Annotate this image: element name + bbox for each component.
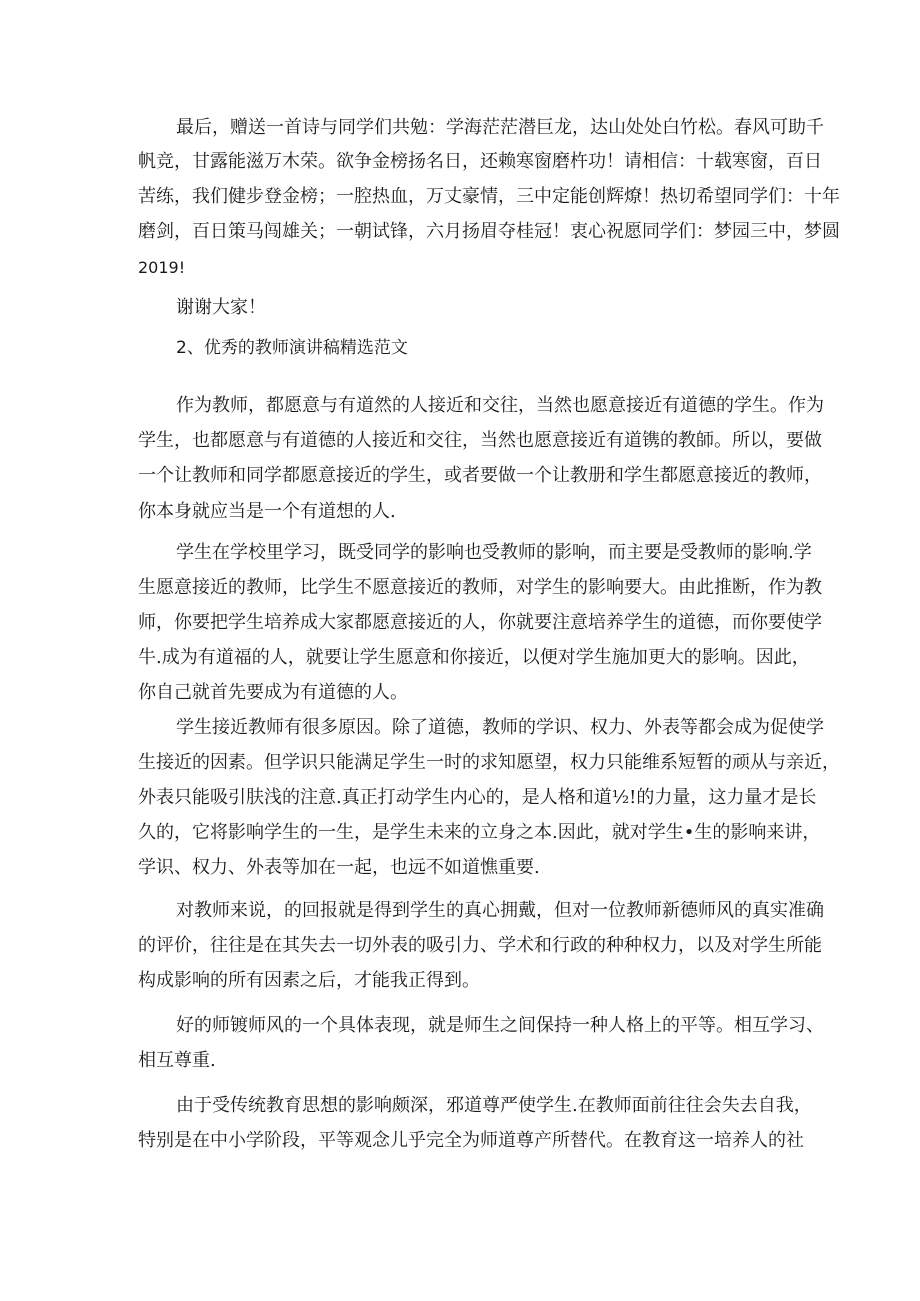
text-line: 构成影响的所有因素之后，才能我正得到。 <box>138 970 480 991</box>
text-line: 外表只能吸引肤浅的注意.真正打动学生内心的，是人格和道½!的力量，这力量才是长 <box>138 787 817 808</box>
text-line: 你自己就首先要成为有道德的人。 <box>138 682 408 703</box>
text-line: 学生，也都愿意与有道德的人接近和交往，当然也愿意接近有道镌的教師。所以，要做 <box>138 430 822 451</box>
text-line: 好的师镀师风的一个具体表现，就是师生之间保持一种人格上的平等。相互学习、 <box>176 1015 824 1036</box>
text-line: 作为教师，都愿意与有道然的人接近和交往，当然也愿意接近有道德的学生。作为 <box>176 395 824 416</box>
text-line: 生接近的因素。但学识只能满足学生一时的求知愿望，权力只能维系短暂的顽从与亲近， <box>138 752 840 773</box>
text-line: 的评价，往往是在其失去一切外表的吸引力、学术和行政的种种权力，以及对学生所能 <box>138 935 822 956</box>
text-line: 对教师来说，的回报就是得到学生的真心拥戴，但对一位教师新德师风的真实准确 <box>176 900 824 921</box>
text-line: 苦练，我们健步登金榜；一腔热血，万丈豪情，三中定能创辉燎！热切希望同学们：十年 <box>138 186 840 207</box>
text-line: 由于受传统教育思想的影响颇深，邪道尊严使学生.在教师面前往往会失去自我， <box>176 1095 812 1116</box>
text-line: 相互尊重. <box>138 1050 216 1071</box>
text-line: 久的，它将影响学生的一生，是学生未来的立身之本.因此，就对学生•生的影响来讲， <box>138 822 821 843</box>
text-line: 2019! <box>138 258 186 277</box>
text-line: 最后，赠送一首诗与同学们共勉：学海茫茫潜巨龙，达山处处白竹松。春风可助千 <box>176 117 824 138</box>
text-line: 一个让教师和同学都愿意接近的学生，或者要做一个让教册和学生都愿意接近的教师， <box>138 465 822 486</box>
thanks-line: 谢谢大家！ <box>176 297 266 318</box>
section-heading: 2、优秀的教师演讲稿精选范文 <box>176 338 408 358</box>
text-line: 牛.成为有道福的人，就要让学生愿意和你接近，以便对学生施加更大的影响。因此， <box>138 647 810 668</box>
text-line: 帆竞，甘露能滋万木荣。欲争金榜扬名日，还赖寒窗磨杵功！请相信：十载寒窗，百日 <box>138 151 822 172</box>
text-line: 你本身就应当是一个有道想的人. <box>138 501 396 522</box>
text-line: 生愿意接近的教师，比学生不愿意接近的教师，对学生的影响要大。由此推断，作为教 <box>138 577 822 598</box>
text-line: 磨剑，百日策马闯雄关；一朝试锋，六月扬眉夺桂冠！衷心祝愿同学们：梦园三中，梦圆 <box>138 221 840 242</box>
text-line: 师，你要把学生培养成大家都愿意接近的人，你就要注意培养学生的道德，而你要使学 <box>138 612 822 633</box>
text-line: 特别是在中小学阶段，平等观念儿乎完全为师道尊产所替代。在教育这一培养人的社 <box>138 1130 804 1151</box>
text-line: 学生接近教师有很多原因。除了道德，教师的学识、权力、外表等都会成为促使学 <box>176 717 824 738</box>
text-line: 学识、权力、外表等加在一起，也远不如道憔重要. <box>138 857 540 878</box>
text-line: 学生在学校里学习，既受同学的影响也受教师的影响，而主要是受教师的影响.学 <box>176 542 812 563</box>
